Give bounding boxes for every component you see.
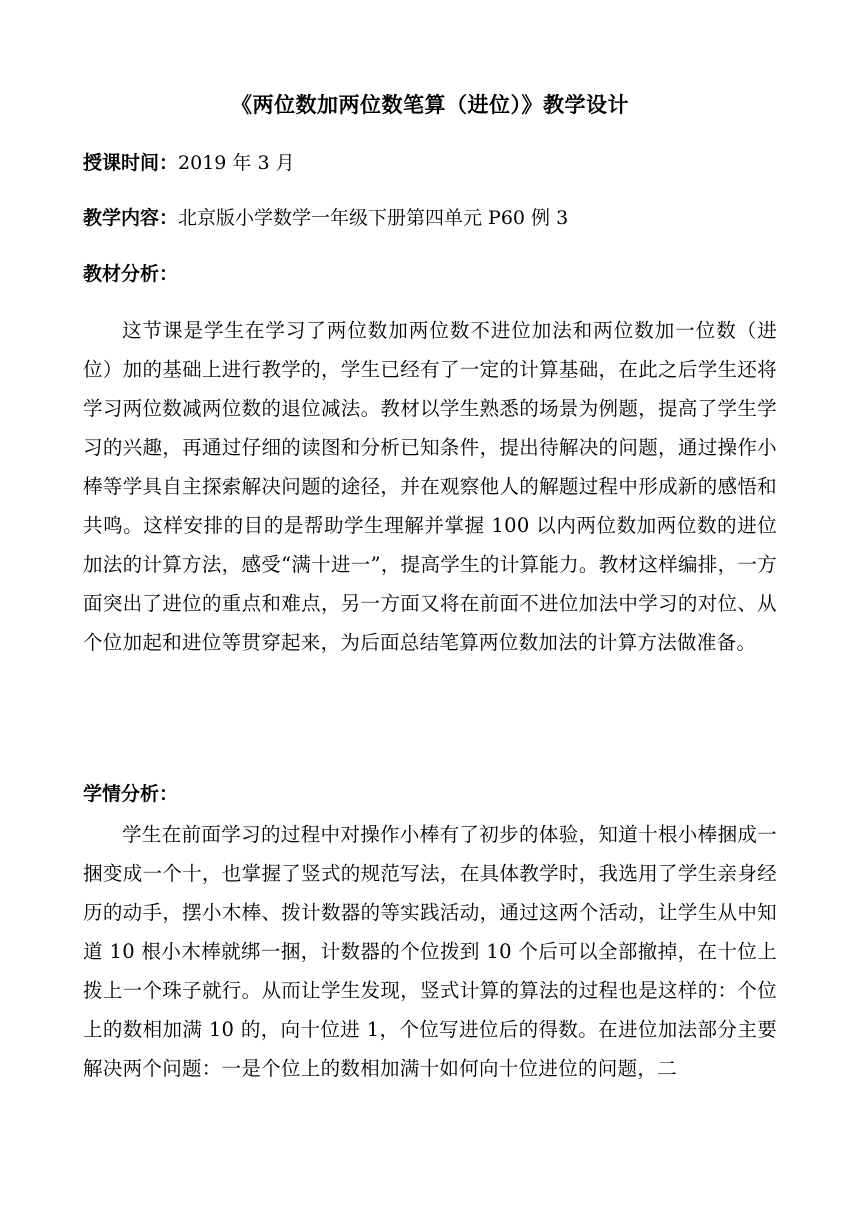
student-analysis-paragraph: 学生在前面学习的过程中对操作小棒有了初步的体验，知道十根小棒捆成一捆变成一个十，也掌握了竖式的规范写法，在具体教学时，我选用了学生亲身经历的动手，摆小木棒、拨计数器的等实践活动，通过这两个活动，让学生从中知道 10 根小木棒就绑一捆，计数器的个位拨到 10 个后可以全部撤掉，在十位上拨上一个珠子就行。从而让学生发现，竖式计算的算法的过程也是这样的：个位上的数相加满 10 的，向十位进 1，个位写进位后的得数。在进位加法部分主要解决两个问题：一是个位上的数相加满十如何向十位进位的问题，二 [83,823,777,1080]
lesson-time-line [83,151,295,175]
lesson-content-value: 北京版小学数学一年级下册第四单元 P60 例 3 [178,207,569,229]
material-analysis-paragraph: 这节课是学生在学习了两位数加两位数不进位加法和两位数加一位数（进位）加的基础上进行教学的，学生已经有了一定的计算基础，在此之后学生还将学习两位数减两位数的退位减法。教材以学生熟悉的场景为例题，提高了学生学习的兴趣，再通过仔细的读图和分析已知条件，提出待解决的问题，通过操作小棒等学具自主探索解决问题的途径，并在观察他人的解题过程中形成新的感悟和共鸣。这样安排的目的是帮助学生理解并掌握 100 以内两位数加两位数的进位加法的计算方法，感受“满十进一”，提高学生的计算能力。教材这样编排，一方面突出了进位的重点和难点，另一方面又将在前面不进位加法中学习的对位、从个位加起和进位等贯穿起来，为后面总结笔算两位数加法的计算方法做准备。 [83,319,777,654]
lesson-time-label: 授课时间： [83,152,179,174]
student-analysis-heading: 学情分析： [83,783,179,805]
lesson-content-line [83,206,568,230]
document-title: 《两位数加两位数笔算（进位）》教学设计 [231,92,629,117]
lesson-content-label: 教学内容： [83,207,179,229]
material-analysis-heading: 教材分析： [83,263,179,285]
lesson-time-value: 2019 年 3 月 [178,152,295,174]
